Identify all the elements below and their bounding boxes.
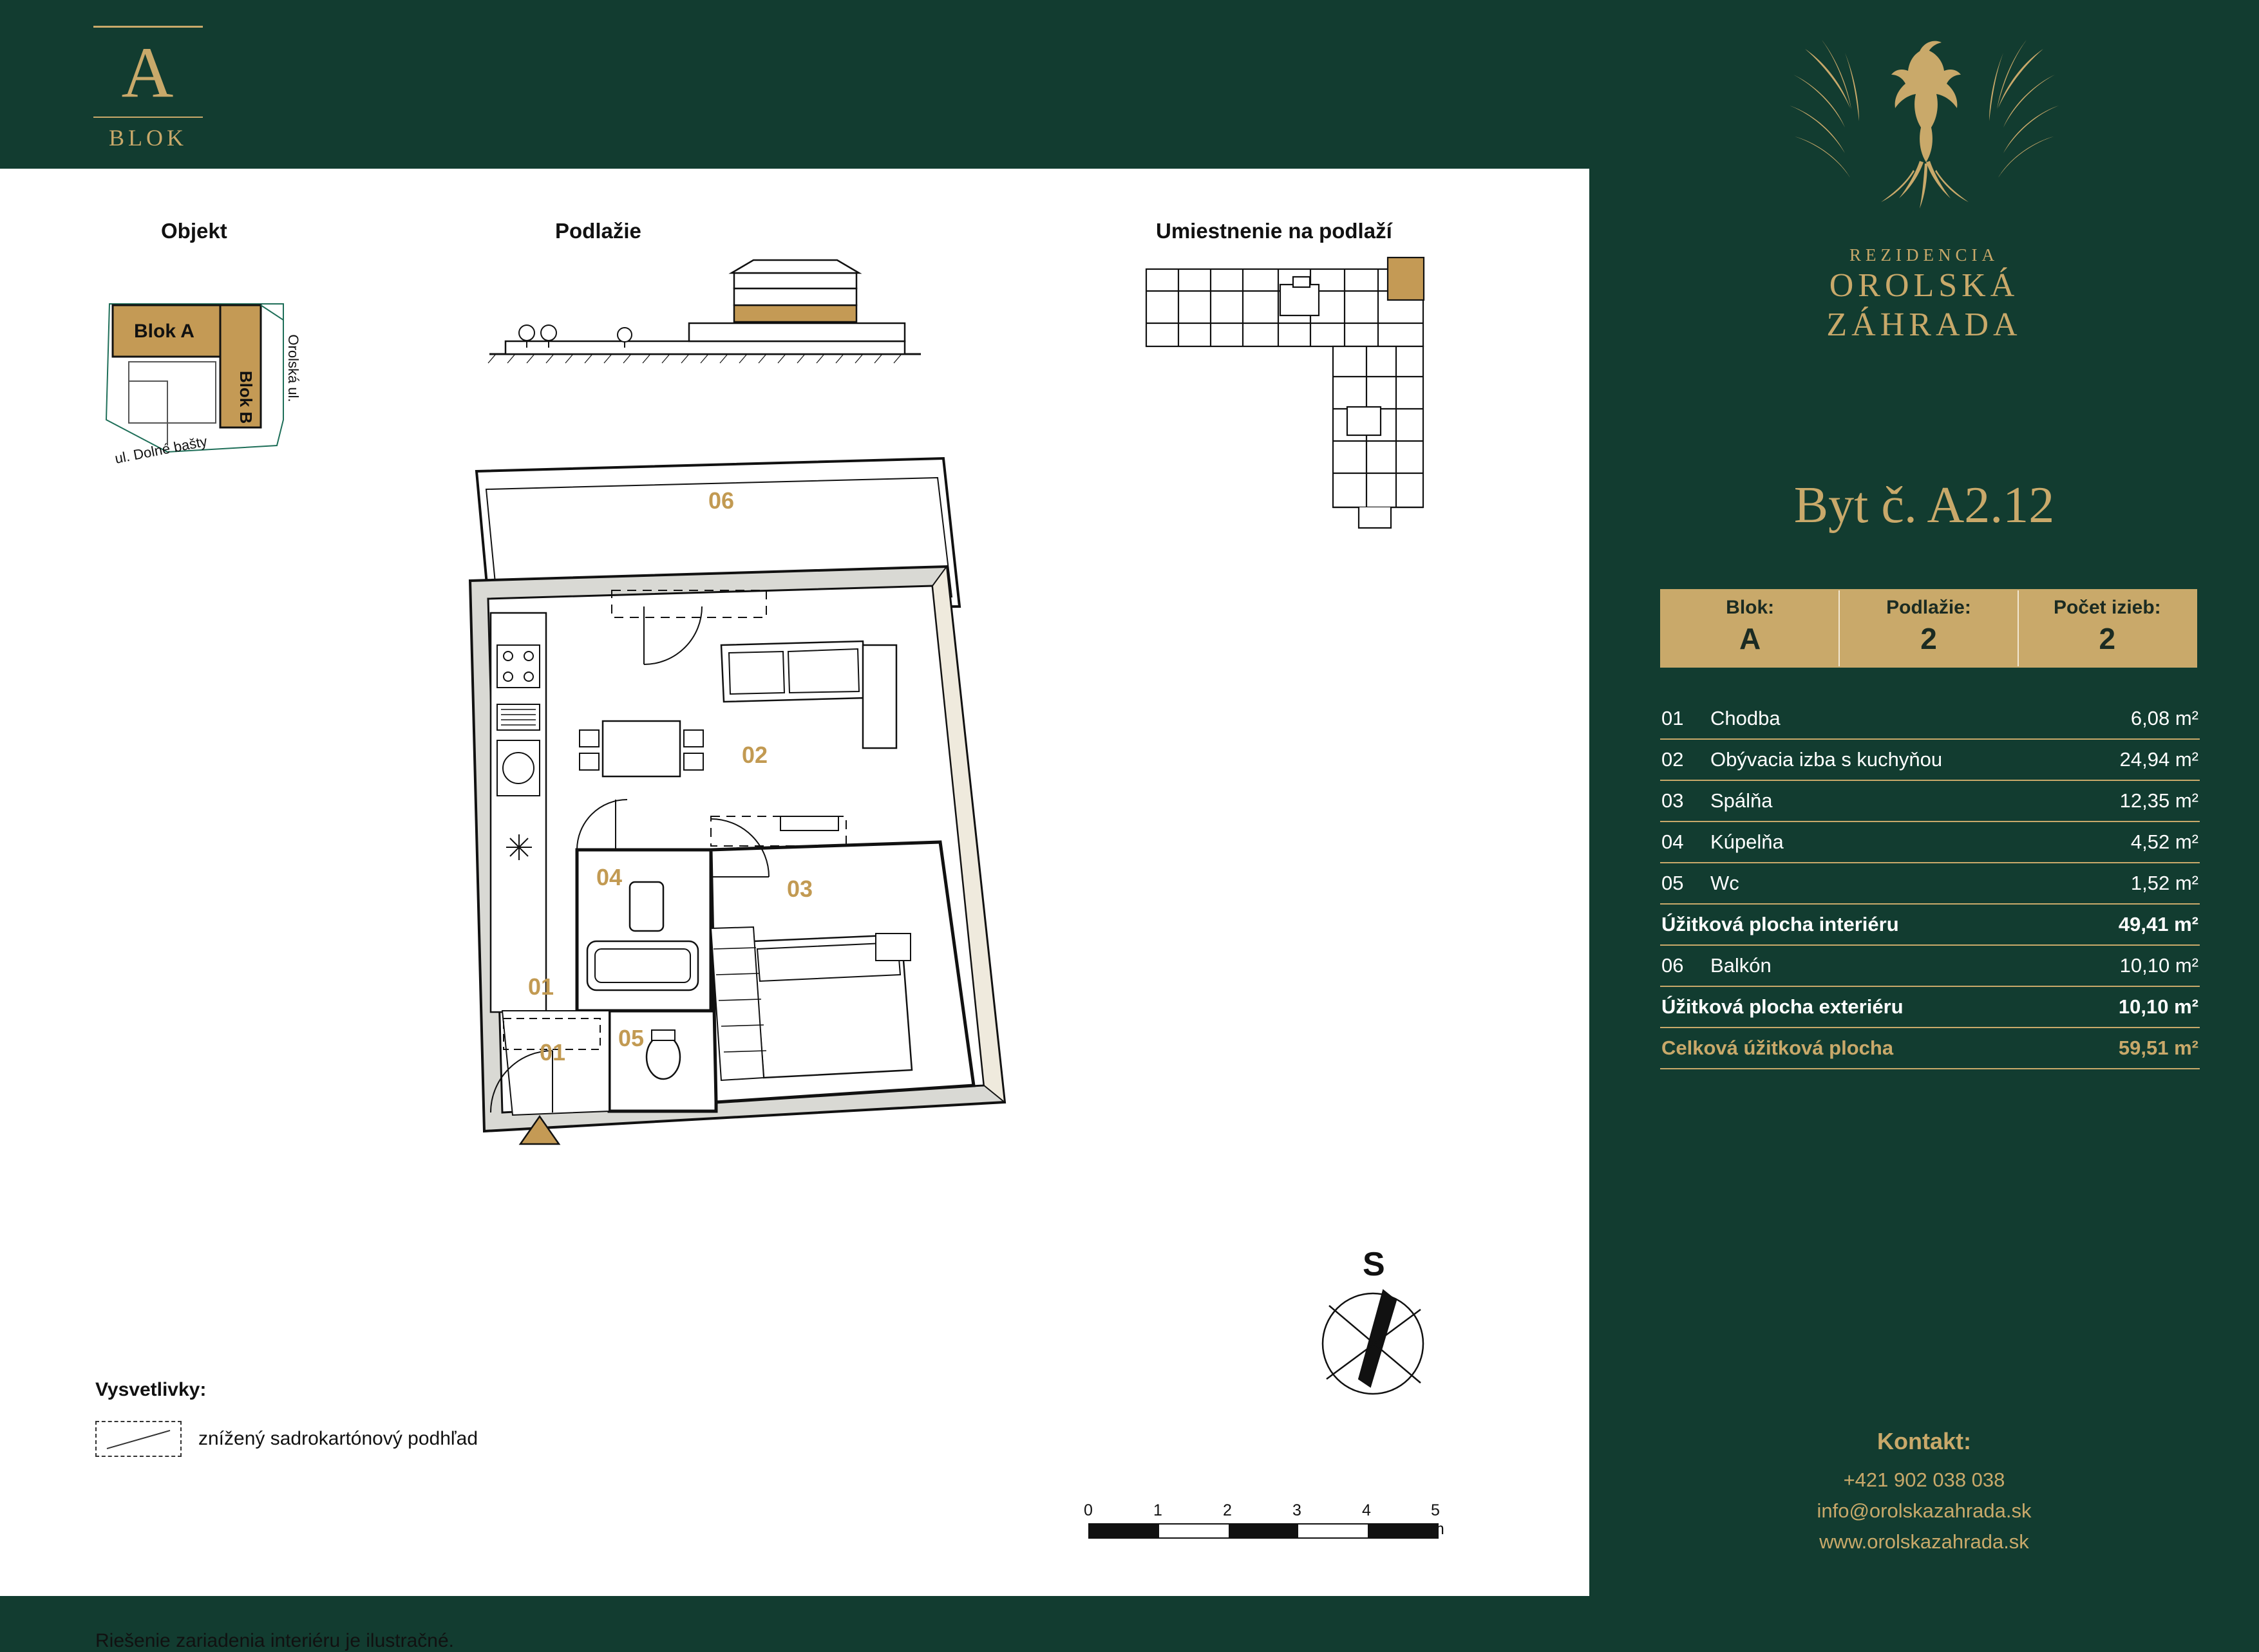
legend-item xyxy=(95,1421,478,1457)
row-number: 03 xyxy=(1661,789,1684,812)
block-badge xyxy=(77,26,219,151)
row-area: 4,52 m² xyxy=(2130,831,2198,853)
grand-total-area: 59,51 m² xyxy=(2118,1037,2198,1059)
contact-block xyxy=(1589,1423,2259,1557)
row-area: 12,35 m² xyxy=(2119,789,2198,812)
svg-text:Blok B: Blok B xyxy=(236,370,256,424)
scale-bar-graphic xyxy=(1088,1523,1439,1539)
summary-value-block: A xyxy=(1739,622,1761,655)
svg-text:ul. Dolné bašty: ul. Dolné bašty xyxy=(113,433,209,467)
badge-rule-top xyxy=(93,26,203,28)
section-title-umiestnenie: Umiestnenie na podlaží xyxy=(1156,219,1392,243)
scale-seg-3 xyxy=(1229,1525,1298,1537)
summary-cell-rooms xyxy=(2018,590,2196,666)
scale-seg-4 xyxy=(1298,1525,1368,1537)
row-area: 24,94 m² xyxy=(2119,748,2198,771)
row-number: 05 xyxy=(1661,872,1684,894)
row-number: 06 xyxy=(1661,954,1684,977)
summary-value-rooms: 2 xyxy=(2099,622,2116,655)
brand-line-1: REZIDENCIA xyxy=(1849,245,1999,265)
exterior-total-label: Úžitková plocha exteriéru xyxy=(1661,995,1904,1018)
unit-summary-header xyxy=(1660,589,2197,668)
scale-tick-1: 1 xyxy=(1153,1501,1162,1519)
contact-phone[interactable]: +421 902 038 038 xyxy=(1843,1468,2005,1491)
row-name: Spálňa xyxy=(1710,789,1773,812)
summary-key-block: Blok: xyxy=(1726,597,1775,618)
interior-total-label: Úžitková plocha interiéru xyxy=(1661,913,1899,935)
brand-wordmark xyxy=(1757,245,2092,345)
room-number-05: 05 xyxy=(618,1025,645,1051)
scale-seg-5 xyxy=(1368,1525,1437,1537)
scale-tick-labels xyxy=(1084,1501,1462,1538)
row-name: Kúpelňa xyxy=(1710,831,1784,853)
room-number-03: 03 xyxy=(787,876,813,902)
legend-swatch-soffit xyxy=(95,1421,182,1457)
row-name: Wc xyxy=(1710,872,1739,894)
summary-value-floor: 2 xyxy=(1920,622,1937,655)
table-row xyxy=(1660,740,2200,781)
table-row xyxy=(1660,822,2200,863)
compass-north-label: S xyxy=(1363,1246,1385,1283)
table-row xyxy=(1660,946,2200,987)
scale-bar xyxy=(1084,1501,1462,1539)
plan-sheet xyxy=(0,169,1589,1651)
footer-divider xyxy=(95,1601,1479,1603)
contact-heading: Kontakt: xyxy=(1877,1428,1971,1455)
room-number-06: 06 xyxy=(708,487,735,514)
scale-tick-2: 2 xyxy=(1223,1501,1232,1519)
interior-total-row xyxy=(1660,905,2200,946)
scale-tick-5: 5 m xyxy=(1431,1501,1444,1538)
brand-line-3: ZÁHRADA xyxy=(1826,306,2022,344)
row-number: 04 xyxy=(1661,831,1684,853)
table-row xyxy=(1660,863,2200,905)
block-word: BLOK xyxy=(109,125,187,151)
legend-title: Vysvetlivky: xyxy=(95,1379,207,1400)
apartment-floor-plan xyxy=(451,452,1224,1431)
scale-seg-2 xyxy=(1159,1525,1229,1537)
row-area: 10,10 m² xyxy=(2119,954,2198,977)
room-number-02: 02 xyxy=(742,742,768,768)
eagle-wheat-logo-icon xyxy=(1786,23,2063,236)
summary-key-rooms: Počet izieb: xyxy=(2053,597,2161,618)
unit-title: Byt č. A2.12 xyxy=(1793,477,2055,534)
svg-text:Blok A: Blok A xyxy=(134,321,194,342)
brand-logo xyxy=(1757,23,2092,345)
row-number: 01 xyxy=(1661,707,1684,729)
row-number: 02 xyxy=(1661,748,1684,771)
svg-text:Orolská ul.: Orolská ul. xyxy=(285,334,301,402)
scale-tick-3: 3 xyxy=(1292,1501,1301,1519)
room-number-01: 01 xyxy=(528,973,554,1000)
row-name: Chodba xyxy=(1710,707,1781,729)
compass-rose xyxy=(1301,1246,1449,1411)
podlazie-section-drawing xyxy=(477,246,940,375)
scale-seg-1 xyxy=(1090,1525,1159,1537)
block-letter: A xyxy=(121,33,175,113)
table-row xyxy=(1660,781,2200,822)
section-title-podlazie: Podlažie xyxy=(555,219,641,243)
grand-total-label: Celková úžitková plocha xyxy=(1661,1037,1894,1059)
section-title-objekt: Objekt xyxy=(161,219,227,243)
row-area: 1,52 m² xyxy=(2130,872,2198,894)
badge-rule-mid xyxy=(93,117,203,118)
footer-note: Riešenie zariadenia interiéru je ilustračné. xyxy=(95,1630,454,1651)
room-number-01-alt: 01 xyxy=(540,1039,566,1065)
legend-item-label: znížený sadrokartónový podhľad xyxy=(198,1428,478,1449)
contact-website[interactable]: www.orolskazahrada.sk xyxy=(1819,1530,2029,1553)
objekt-site-map xyxy=(90,259,367,471)
row-name: Balkón xyxy=(1710,954,1772,977)
brand-line-2: OROLSKÁ xyxy=(1829,267,2019,304)
room-schedule-table xyxy=(1660,699,2200,1069)
grand-total-row xyxy=(1660,1028,2200,1069)
info-panel xyxy=(1589,0,2259,1596)
exterior-total-row xyxy=(1660,987,2200,1028)
row-name: Obývacia izba s kuchyňou xyxy=(1710,748,1943,771)
table-row xyxy=(1660,699,2200,740)
room-number-04: 04 xyxy=(596,864,623,890)
scale-tick-0: 0 xyxy=(1084,1501,1093,1519)
summary-key-floor: Podlažie: xyxy=(1886,597,1971,618)
summary-cell-block xyxy=(1661,590,1838,666)
contact-email[interactable]: info@orolskazahrada.sk xyxy=(1817,1499,2032,1522)
scale-tick-4: 4 xyxy=(1362,1501,1371,1519)
row-area: 6,08 m² xyxy=(2130,707,2198,729)
interior-total-area: 49,41 m² xyxy=(2118,913,2198,935)
summary-cell-floor xyxy=(1838,590,2017,666)
exterior-total-area: 10,10 m² xyxy=(2118,995,2198,1018)
